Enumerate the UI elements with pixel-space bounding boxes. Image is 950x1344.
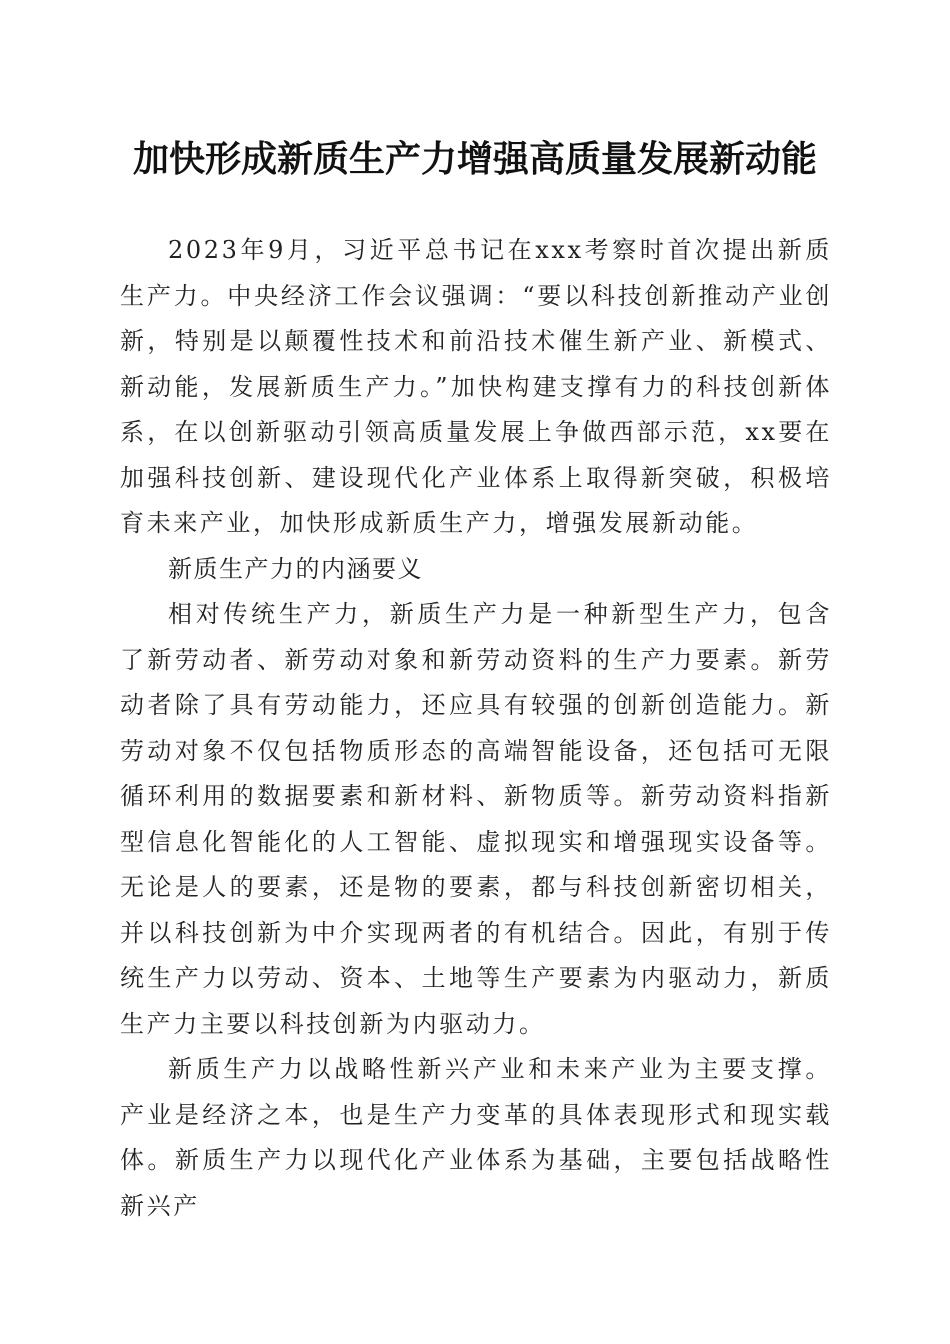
document-title: 加快形成新质生产力增强高质量发展新动能 bbox=[132, 138, 817, 180]
document-body bbox=[120, 228, 832, 1229]
paragraph-industry: 新质生产力以战略性新兴产业和未来产业为主要支撑。产业是经济之本，也是生产力变革的具体表现形式和现实载体。新质生产力以现代化产业体系为基础，主要包括战略性新兴产 bbox=[120, 1055, 832, 1220]
section-heading: 新质生产力的内涵要义 bbox=[168, 554, 423, 583]
paragraph-connotation: 相对传统生产力，新质生产力是一种新型生产力，包含了新劳动者、新劳动对象和新劳动资料的生产力要素。新劳动者除了具有劳动能力，还应具有较强的创新创造能力。新劳动对象不仅包括物质形态的高端智能设备，还包括可无限循环利用的数据要素和新材料、新物质等。新劳动资料指新型信息化智能化的人工智能、虚拟现实和增强现实设备等。无论是人的要素，还是物的要素，都与科技创新密切相关，并以科技创新为中介实现两者的有机结合。因此，有别于传统生产力以劳动、资本、土地等生产要素为内驱动力，新质生产力主要以科技创新为内驱动力。 bbox=[120, 600, 832, 1038]
paragraph-intro: 2023年9月，习近平总书记在xxx考察时首次提出新质生产力。中央经济工作会议强调：“要以科技创新推动产业创新，特别是以颠覆性技术和前沿技术催生新产业、新模式、新动能，发展新质生产力。”加快构建支撑有力的科技创新体系，在以创新驱动引领高质量发展上争做西部示范，xx要在加强科技创新、建设现代化产业体系上取得新突破，积极培育未来产业，加快形成新质生产力，增强发展新动能。 bbox=[120, 236, 832, 537]
